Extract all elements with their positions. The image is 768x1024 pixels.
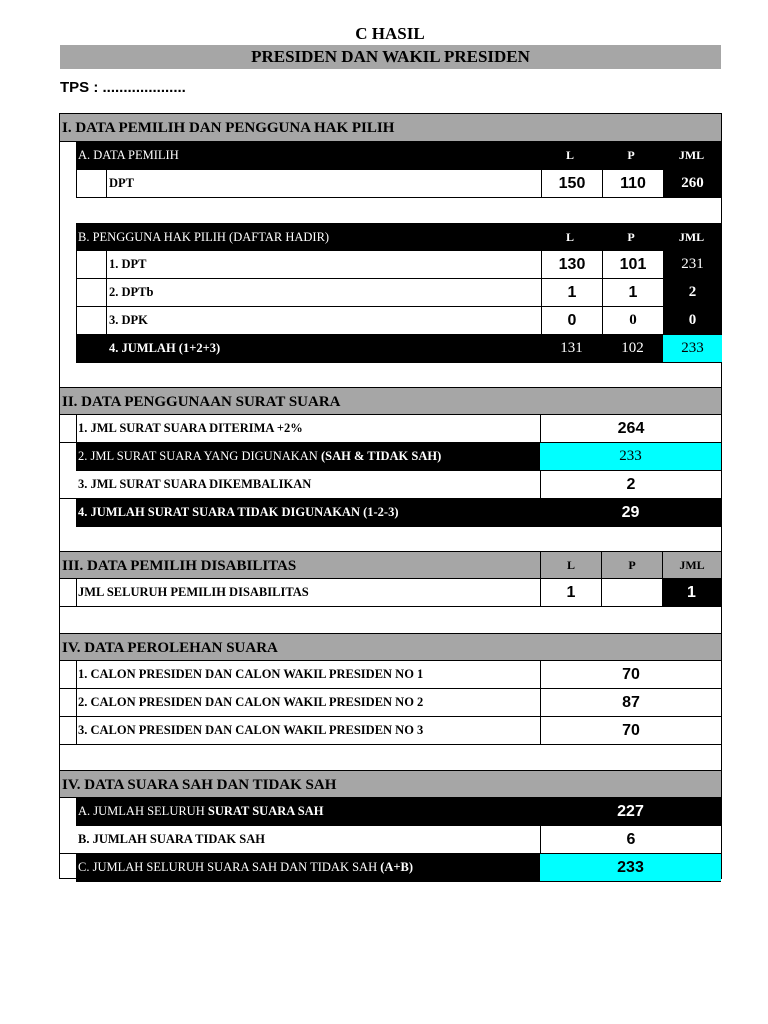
ss-row-2 (76, 443, 721, 471)
form-title: C HASIL (355, 24, 425, 43)
ss-row-2-label-b: (SAH & TIDAK SAH) (320, 449, 442, 463)
ss-row-4-value: 29 (621, 504, 640, 521)
phk-total-p: 102 (621, 340, 644, 356)
col-p-header: P (627, 148, 635, 162)
perolehan-value: 70 (540, 717, 721, 744)
col-l-header: L (565, 230, 574, 244)
disabilitas-p (601, 579, 662, 606)
disabilitas-l: 1 (540, 579, 601, 606)
ss-row-1 (60, 415, 721, 443)
pengguna-hak-label: B. PENGGUNA HAK PILIH (DAFTAR HADIR) (78, 230, 330, 244)
section-1-header: I. DATA PEMILIH DAN PENGGUNA HAK PILIH (60, 114, 721, 142)
section-2-header: II. DATA PENGGUNAAN SURAT SUARA (60, 387, 721, 415)
tps-field: TPS : .................... (60, 79, 186, 96)
col-l-header: L (540, 552, 601, 579)
col-l-header: L (565, 148, 574, 162)
sah-row-a-value: 227 (617, 803, 644, 820)
phk-jml-value: 231 (663, 251, 722, 278)
ss-row-1-value: 264 (540, 415, 721, 442)
sah-row-c-label-a: C. JUMLAH SELURUH SUARA SAH DAN TIDAK SAH (78, 860, 381, 874)
perolehan-row-3 (60, 717, 721, 745)
sah-row-a-label-b: SURAT SUARA SAH (207, 804, 324, 818)
sah-row-b-label: B. JUMLAH SUARA TIDAK SAH (78, 832, 265, 846)
disabilitas-jml: 1 (662, 579, 721, 606)
disabilitas-label: JML SELURUH PEMILIH DISABILITAS (78, 585, 309, 599)
dpt-label: DPT (109, 176, 134, 190)
ss-row-2-label (76, 443, 441, 470)
phk-row-dptb (76, 279, 721, 307)
section-4-header: IV. DATA PEROLEHAN SUARA (60, 633, 721, 661)
ss-row-3 (60, 471, 721, 499)
form-subtitle: PRESIDEN DAN WAKIL PRESIDEN (60, 45, 721, 69)
perolehan-value: 87 (540, 689, 721, 716)
phk-l-value: 0 (541, 307, 602, 334)
data-pemilih-label: A. DATA PEMILIH (78, 148, 179, 162)
sah-row-c-label (76, 854, 413, 881)
col-jml-header: JML (678, 148, 705, 162)
phk-l-value: 1 (541, 279, 602, 306)
phk-label: 3. DPK (109, 313, 148, 327)
phk-jml-value: 2 (663, 279, 722, 306)
ss-row-3-value: 2 (540, 471, 721, 498)
phk-p-value: 101 (602, 251, 663, 278)
results-table (59, 113, 722, 879)
phk-total-label: 4. JUMLAH (1+2+3) (109, 341, 221, 355)
sah-row-a (76, 798, 721, 826)
data-pemilih-header (76, 142, 721, 170)
pengguna-hak-header (76, 223, 721, 251)
sah-row-c-value: 233 (540, 854, 721, 881)
perolehan-label: 3. CALON PRESIDEN DAN CALON WAKIL PRESIDEN NO 3 (78, 723, 424, 737)
dpt-p-value: 110 (602, 170, 663, 197)
phk-p-value: 1 (602, 279, 663, 306)
phk-label: 2. DPTb (109, 285, 154, 299)
ss-row-2-value: 233 (540, 443, 721, 470)
phk-total-l: 131 (560, 340, 583, 356)
perolehan-value: 70 (540, 661, 721, 688)
phk-jml-value: 0 (663, 307, 722, 334)
ss-row-3-label: 3. JML SURAT SUARA DIKEMBALIKAN (78, 477, 312, 491)
sah-row-a-label-a: A. JUMLAH SELURUH (78, 804, 208, 818)
phk-l-value: 130 (541, 251, 602, 278)
phk-row-dpk (76, 307, 721, 335)
col-jml-header: JML (662, 552, 721, 579)
phk-row-dpt (76, 251, 721, 279)
dpt-jml-value: 260 (663, 170, 722, 197)
sah-row-b-value: 6 (540, 826, 721, 853)
section-3-title: III. DATA PEMILIH DISABILITAS (62, 558, 297, 574)
sah-row-b (60, 826, 721, 854)
dpt-l-value: 150 (541, 170, 602, 197)
col-p-header: P (601, 552, 662, 579)
sah-row-c-label-b: (A+B) (380, 860, 414, 874)
sah-row-c (76, 854, 721, 882)
ss-row-4 (76, 499, 721, 527)
section-5-header: IV. DATA SUARA SAH DAN TIDAK SAH (60, 770, 721, 798)
col-jml-header: JML (678, 230, 705, 244)
section-3-header (60, 551, 721, 579)
perolehan-label: 2. CALON PRESIDEN DAN CALON WAKIL PRESIDEN NO 2 (78, 695, 424, 709)
disabilitas-row (60, 579, 721, 607)
phk-p-value: 0 (602, 307, 663, 334)
dpt-row (76, 170, 721, 198)
phk-total-row (76, 335, 721, 363)
phk-label: 1. DPT (109, 257, 147, 271)
perolehan-row-1 (60, 661, 721, 689)
ss-row-2-label-a: 2. JML SURAT SUARA YANG DIGUNAKAN (78, 449, 321, 463)
phk-total-jml: 233 (663, 335, 722, 362)
perolehan-row-2 (60, 689, 721, 717)
perolehan-label: 1. CALON PRESIDEN DAN CALON WAKIL PRESIDEN NO 1 (78, 667, 424, 681)
ss-row-4-label: 4. JUMLAH SURAT SUARA TIDAK DIGUNAKAN (1-2-3) (78, 505, 399, 519)
ss-row-1-label: 1. JML SURAT SUARA DITERIMA +2% (78, 421, 303, 435)
col-p-header: P (627, 230, 635, 244)
sah-row-a-label (76, 798, 323, 825)
